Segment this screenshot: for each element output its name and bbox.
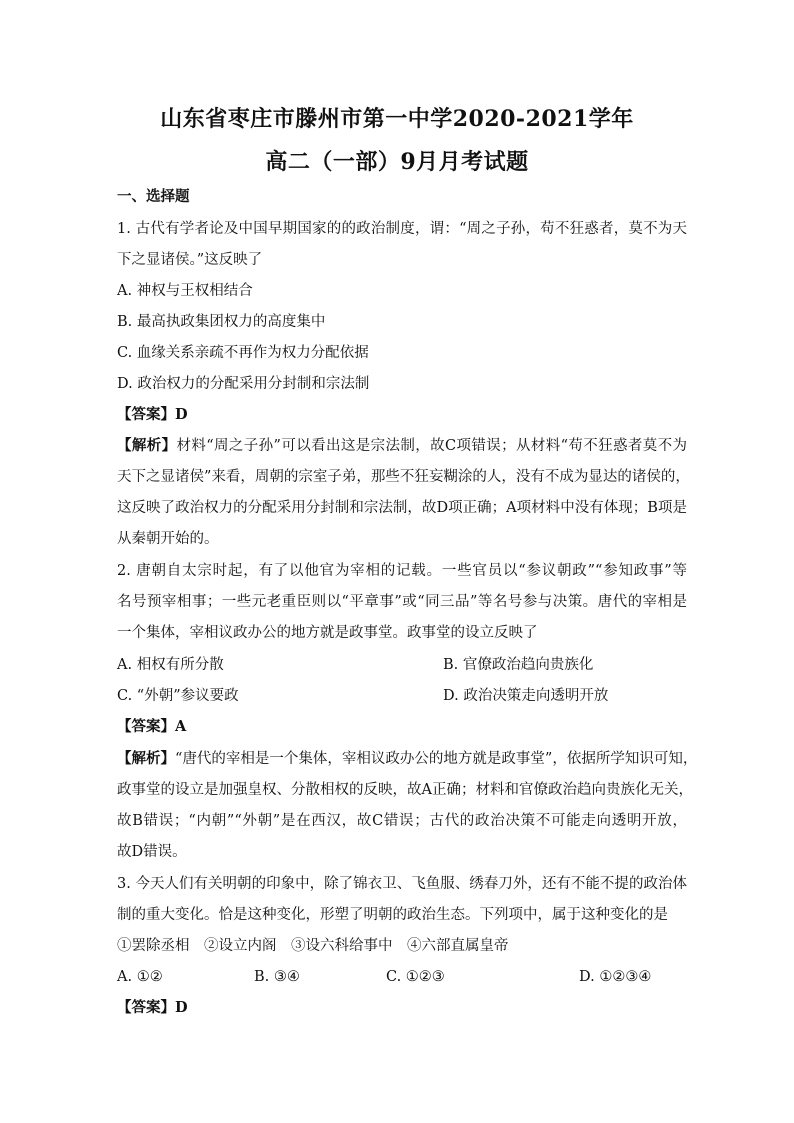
q1-analysis-line3: 这反映了政治权力的分配采用分封制和宗法制，故D项正确；A项材料中没有体现；B项是 — [117, 500, 687, 516]
q2-analysis-line4: 故D错误。 — [117, 844, 187, 860]
q2-option-a: A. 相权有所分散 — [117, 657, 224, 673]
q3-items: ①罢除丞相 ②设立内阁 ③设六科给事中 ④六部直属皇帝 — [117, 938, 509, 954]
q3-option-d: D. ①②③④ — [579, 969, 652, 985]
q2-analysis-text: “唐代的宰相是一个集体，宰相议政办公的地方就是政事堂”，依据所学知识可知， — [175, 751, 698, 767]
q1-analysis-line4: 从秦朝开始的。 — [117, 531, 219, 547]
q1-answer: 【答案】D — [117, 406, 188, 423]
q3-stem-line2: 制的重大变化。恰是这种变化，形塑了明朝的政治生态。下列项中，属于这种变化的是 — [117, 907, 668, 923]
q1-stem-line1: 1. 古代有学者论及中国早期国家的的政治制度，谓：“周之子孙，苟不狂惑者，莫不为天 — [117, 221, 687, 237]
q1-analysis-text: 材料“周之子孙”可以看出这是宗法制，故C项错误；从材料“苟不狂惑者莫不为 — [176, 438, 687, 454]
q2-analysis-line1 — [117, 749, 698, 769]
q2-analysis-line2: 政事堂的设立是加强皇权、分散相权的反映，故A正确；材料和官僚政治趋向贵族化无关， — [117, 782, 693, 798]
q2-answer: 【答案】A — [117, 718, 187, 735]
exam-subtitle: 高二（一部）9月月考试题 — [265, 149, 529, 175]
q2-analysis-line3: 故B错误；“内朝”“外朝”是在西汉，故C错误；古代的政治决策不可能走向透明开放， — [117, 813, 687, 829]
q1-stem-line2: 下之显诸侯。”这反映了 — [117, 252, 263, 268]
q1-analysis-line1 — [117, 436, 687, 456]
section-heading: 一、选择题 — [117, 188, 190, 205]
q2-analysis-label: 【解析】 — [117, 750, 175, 767]
q3-option-a: A. ①② — [117, 969, 163, 985]
exam-title: 山东省枣庄市滕州市第一中学2020-2021学年 — [160, 106, 634, 132]
q1-option-c: C. 血缘关系亲疏不再作为权力分配依据 — [117, 345, 369, 361]
q3-option-b: B. ③④ — [254, 969, 300, 985]
q2-option-c: C. “外朝”参议要政 — [117, 688, 239, 704]
q1-option-d: D. 政治权力的分配采用分封制和宗法制 — [117, 376, 370, 392]
q1-option-b: B. 最高执政集团权力的高度集中 — [117, 314, 326, 330]
q3-option-c: C. ①②③ — [386, 969, 445, 985]
q3-stem-line1: 3. 今天人们有关明朝的印象中，除了锦衣卫、飞鱼服、绣春刀外，还有不能不提的政治体 — [117, 876, 687, 892]
q2-stem-line1: 2. 唐朝自太宗时起，有了以他官为宰相的记载。一些官员以“参议朝政”“参知政事”等 — [117, 563, 687, 579]
q1-analysis-label: 【解析】 — [117, 437, 177, 454]
q3-answer: 【答案】D — [117, 999, 188, 1016]
q2-option-b: B. 官僚政治趋向贵族化 — [443, 657, 594, 673]
q2-stem-line3: 一个集体，宰相议政办公的地方就是政事堂。政事堂的设立反映了 — [117, 625, 538, 641]
q1-analysis-line2: 天下之显诸侯”来看，周朝的宗室子弟，那些不狂妄糊涂的人，没有不成为显达的诸侯的， — [117, 469, 690, 485]
q2-option-d: D. 政治决策走向透明开放 — [443, 688, 609, 704]
q2-stem-line2: 名号预宰相事；一些元老重臣则以“平章事”或“同三品”等名号参与决策。唐代的宰相是 — [117, 594, 687, 610]
q1-option-a: A. 神权与王权相结合 — [117, 283, 253, 299]
